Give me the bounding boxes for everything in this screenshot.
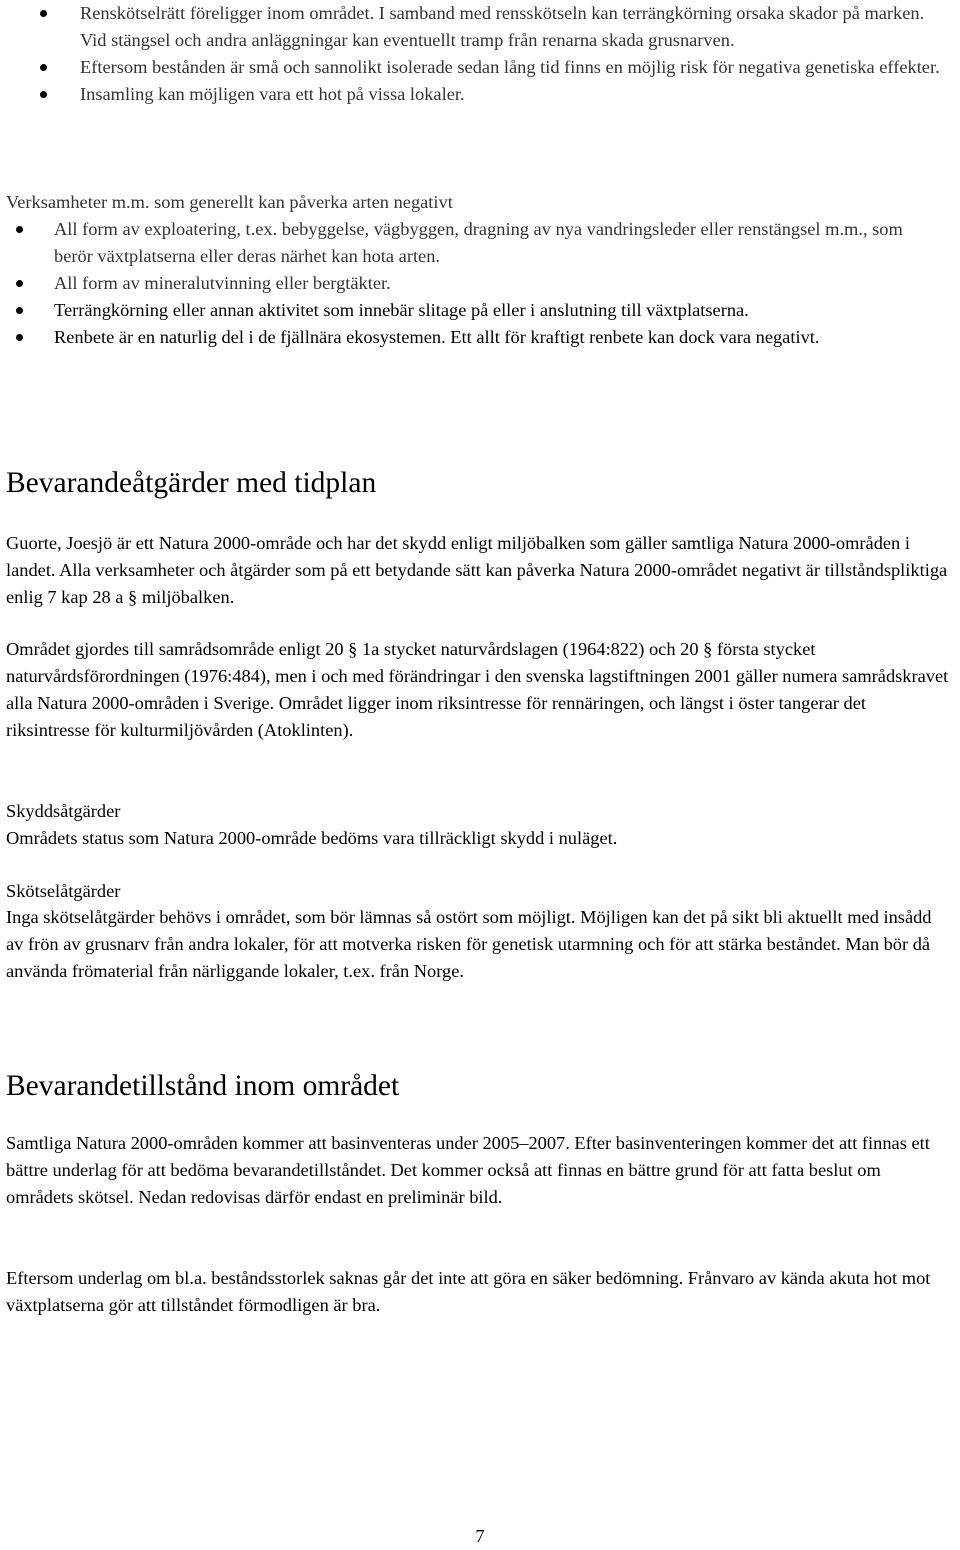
list-item xyxy=(80,81,940,108)
list-item xyxy=(80,54,940,81)
bullet-icon xyxy=(16,280,23,287)
page-number: 7 xyxy=(475,1526,485,1546)
paragraph: Områdets status som Natura 2000-område bedöms vara tillräckligt skydd i nuläget. xyxy=(6,828,618,848)
bullet-icon xyxy=(16,226,23,233)
list-item-text: All form av mineralutvinning eller bergtäkter. xyxy=(54,273,391,293)
list-item xyxy=(54,216,944,270)
list-item xyxy=(54,297,944,324)
list-item-text: All form av exploatering, t.ex. bebyggelse, vägbyggen, dragning av nya vandringsleder eller renstängsel m.m., som berör växtplatserna eller deras närhet kan hota arten. xyxy=(54,219,903,266)
subheading-protection: Skyddsåtgärder xyxy=(6,801,121,821)
subheading-management: Skötselåtgärder xyxy=(6,881,121,901)
list-item-text: Renbete är en naturlig del i de fjällnära ekosystemen. Ett allt för kraftigt renbete kan dock vara negativt. xyxy=(54,327,820,347)
activities-heading: Verksamheter m.m. som generellt kan påverka arten negativt xyxy=(6,192,453,212)
list-item-text: Insamling kan möjligen vara ett hot på vissa lokaler. xyxy=(80,84,465,104)
section-title-conservation-measures: Bevarandeåtgärder med tidplan xyxy=(6,467,377,499)
paragraph: Inga skötselåtgärder behövs i området, som bör lämnas så ostört som möjligt. Möjligen kan det på sikt bli aktuellt med insådd av frön av grusnarv från andra lokaler, för att motverka risken för genetisk utarmning och för att stärka beståndet. Man bör då använda frömaterial från närliggande lokaler, t.ex. från Norge. xyxy=(6,907,932,981)
list-item-text: Terrängkörning eller annan aktivitet som innebär slitage på eller i anslutning till växtplatserna. xyxy=(54,300,749,320)
bullet-icon xyxy=(16,334,23,341)
section-title-conservation-status: Bevarandetillstånd inom området xyxy=(6,1070,400,1102)
list-item-text: Renskötselrätt föreligger inom området. I samband med rensskötseln kan terrängkörning orsaka skador på marken. Vid stängsel och andra anläggningar kan eventuellt tramp från renarna skada grusnarven. xyxy=(80,3,925,50)
bullet-icon xyxy=(40,10,47,17)
activities-list xyxy=(54,216,944,351)
list-item-text: Eftersom bestånden är små och sannolikt isolerade sedan lång tid finns en möjlig risk för negativa genetiska effekter. xyxy=(80,57,940,77)
paragraph: Guorte, Joesjö är ett Natura 2000-område och har det skydd enligt miljöbalken som gäller samtliga Natura 2000-områden i landet. Alla verksamheter och åtgärder som på ett betydande sätt kan påverka Natura 2000-området negativt är tillståndspliktiga enlig 7 kap 28 a § miljöbalken. xyxy=(6,533,948,607)
bullet-icon xyxy=(40,64,47,71)
paragraph: Samtliga Natura 2000-områden kommer att basinventeras under 2005–2007. Efter basinventeringen kommer det att finnas ett bättre underlag för att bedöma bevarandetillståndet. Det kommer också att finnas en bättre grund för att fatta beslut om områdets skötsel. Nedan redovisas därför endast en preliminär bild. xyxy=(6,1133,930,1207)
list-item xyxy=(80,0,940,54)
paragraph: Området gjordes till samrådsområde enligt 20 § 1a stycket naturvårdslagen (1964:822) och 20 § första stycket naturvårdsförordningen (1976:484), men i och med förändringar i den svenska lagstiftningen 2001 gäller numera samrådskravet alla Natura 2000-områden i Sverige. Området ligger inom riksintresse för rennäringen, och längst i öster tangerar det riksintresse för kulturmiljövården (Atoklinten). xyxy=(6,639,949,740)
paragraph: Eftersom underlag om bl.a. beståndsstorlek saknas går det inte att göra en säker bedömning. Frånvaro av kända akuta hot mot växtplatserna gör att tillståndet förmodligen är bra. xyxy=(6,1268,931,1315)
bullet-icon xyxy=(16,307,23,314)
list-item xyxy=(54,270,944,297)
list-item xyxy=(54,324,944,351)
bullet-icon xyxy=(40,91,47,98)
threats-list xyxy=(80,0,940,108)
